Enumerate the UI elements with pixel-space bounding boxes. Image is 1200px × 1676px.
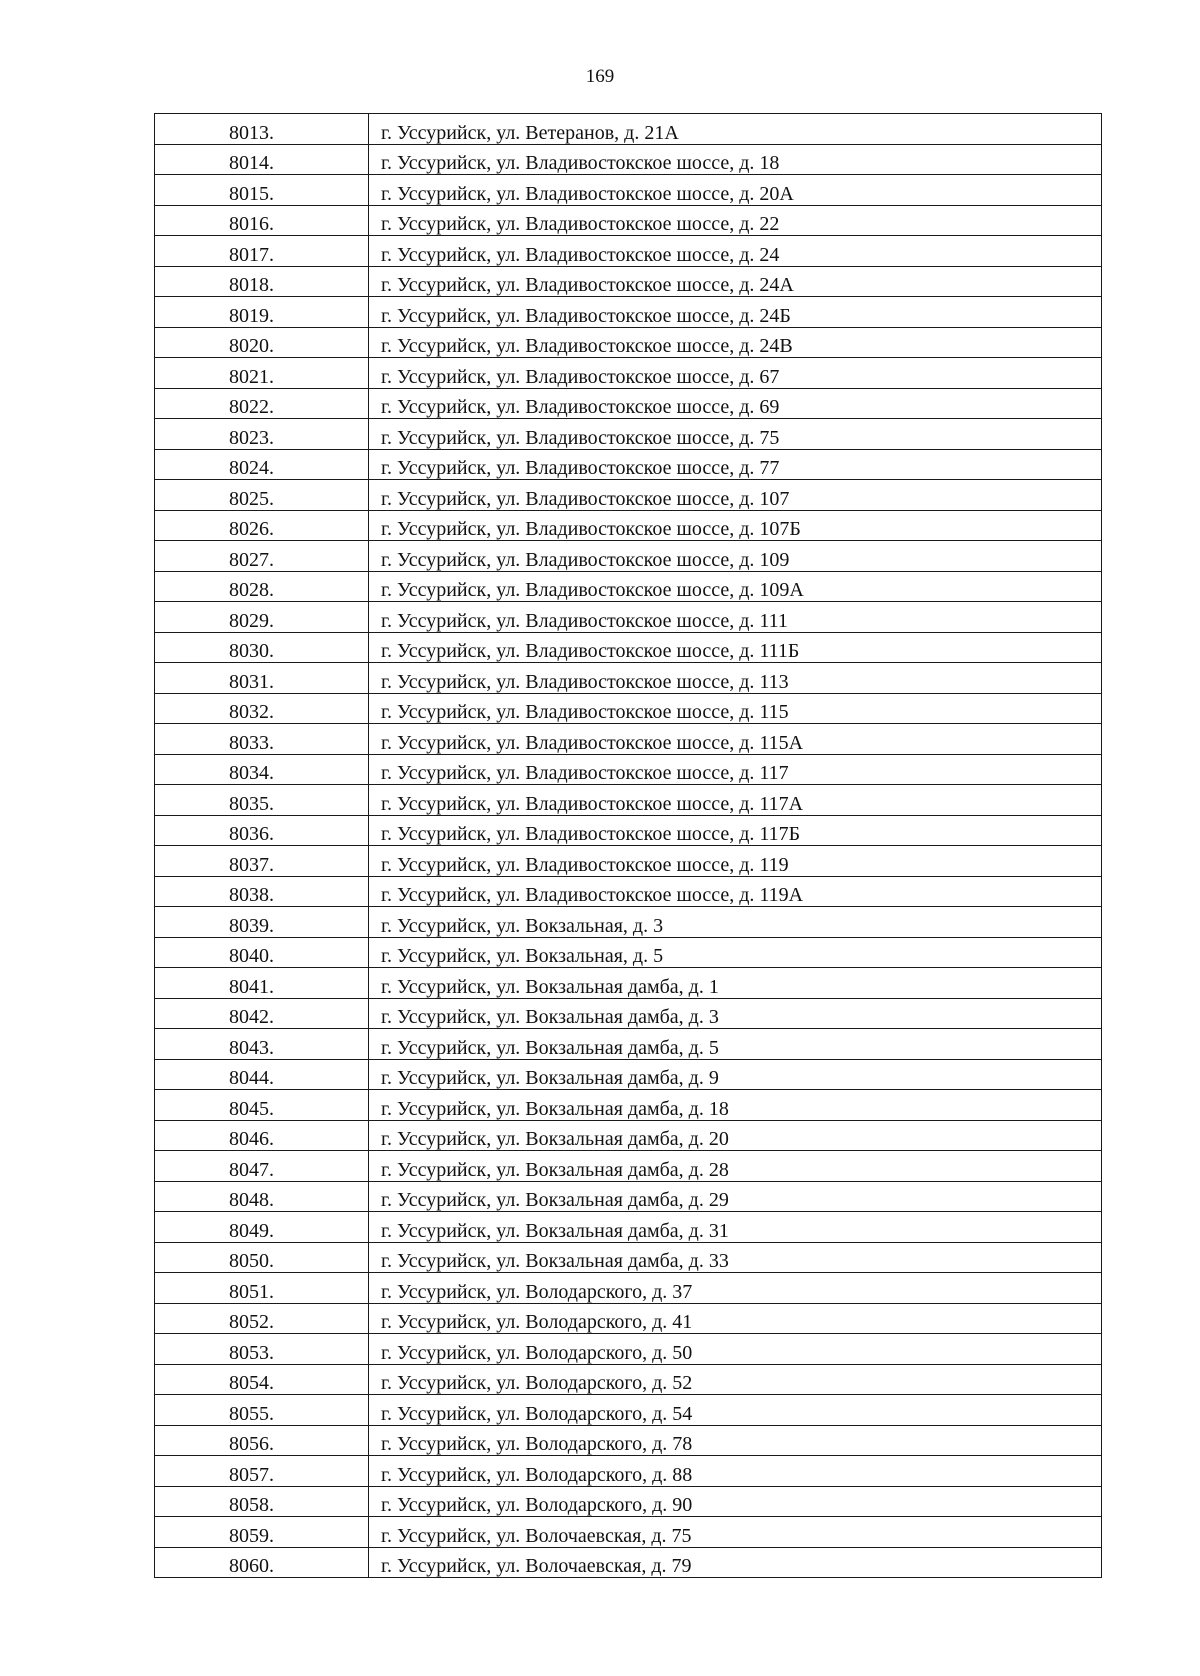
address-cell: г. Уссурийск, ул. Вокзальная дамба, д. 28 xyxy=(369,1151,1102,1182)
table-row xyxy=(155,785,1102,816)
table-row xyxy=(155,1120,1102,1151)
row-number-cell: 8051. xyxy=(155,1273,369,1304)
address-cell: г. Уссурийск, ул. Ветеранов, д. 21А xyxy=(369,114,1102,145)
address-cell: г. Уссурийск, ул. Вокзальная дамба, д. 31 xyxy=(369,1212,1102,1243)
row-number-cell: 8038. xyxy=(155,876,369,907)
table-row xyxy=(155,266,1102,297)
address-cell: г. Уссурийск, ул. Владивостокское шоссе, д. 24Б xyxy=(369,297,1102,328)
row-number-cell: 8052. xyxy=(155,1303,369,1334)
row-number-cell: 8057. xyxy=(155,1456,369,1487)
address-cell: г. Уссурийск, ул. Владивостокское шоссе, д. 75 xyxy=(369,419,1102,450)
row-number-cell: 8050. xyxy=(155,1242,369,1273)
table-row xyxy=(155,1059,1102,1090)
address-cell: г. Уссурийск, ул. Волочаевская, д. 79 xyxy=(369,1547,1102,1578)
table-row xyxy=(155,1456,1102,1487)
table-row xyxy=(155,876,1102,907)
row-number-cell: 8015. xyxy=(155,175,369,206)
address-cell: г. Уссурийск, ул. Владивостокское шоссе, д. 113 xyxy=(369,663,1102,694)
address-cell: г. Уссурийск, ул. Владивостокское шоссе, д. 111 xyxy=(369,602,1102,633)
row-number-cell: 8019. xyxy=(155,297,369,328)
table-row xyxy=(155,419,1102,450)
table-row xyxy=(155,663,1102,694)
row-number-cell: 8026. xyxy=(155,510,369,541)
table-row xyxy=(155,1395,1102,1426)
row-number-cell: 8055. xyxy=(155,1395,369,1426)
row-number-cell: 8017. xyxy=(155,236,369,267)
table-row xyxy=(155,1151,1102,1182)
row-number-cell: 8037. xyxy=(155,846,369,877)
address-cell: г. Уссурийск, ул. Володарского, д. 88 xyxy=(369,1456,1102,1487)
row-number-cell: 8046. xyxy=(155,1120,369,1151)
address-cell: г. Уссурийск, ул. Владивостокское шоссе, д. 119 xyxy=(369,846,1102,877)
address-cell: г. Уссурийск, ул. Вокзальная дамба, д. 33 xyxy=(369,1242,1102,1273)
row-number-cell: 8045. xyxy=(155,1090,369,1121)
table-row xyxy=(155,754,1102,785)
table-row xyxy=(155,205,1102,236)
table-row xyxy=(155,297,1102,328)
table-row xyxy=(155,144,1102,175)
row-number-cell: 8058. xyxy=(155,1486,369,1517)
table-row xyxy=(155,937,1102,968)
address-cell: г. Уссурийск, ул. Владивостокское шоссе, д. 107 xyxy=(369,480,1102,511)
address-cell: г. Уссурийск, ул. Владивостокское шоссе, д. 24А xyxy=(369,266,1102,297)
address-cell: г. Уссурийск, ул. Владивостокское шоссе, д. 115А xyxy=(369,724,1102,755)
address-cell: г. Уссурийск, ул. Владивостокское шоссе, д. 24 xyxy=(369,236,1102,267)
row-number-cell: 8049. xyxy=(155,1212,369,1243)
table-row xyxy=(155,846,1102,877)
address-cell: г. Уссурийск, ул. Владивостокское шоссе, д. 107Б xyxy=(369,510,1102,541)
row-number-cell: 8021. xyxy=(155,358,369,389)
table-row xyxy=(155,724,1102,755)
address-cell: г. Уссурийск, ул. Володарского, д. 50 xyxy=(369,1334,1102,1365)
table-row xyxy=(155,327,1102,358)
row-number-cell: 8035. xyxy=(155,785,369,816)
table-row xyxy=(155,510,1102,541)
table-row xyxy=(155,693,1102,724)
address-cell: г. Уссурийск, ул. Владивостокское шоссе, д. 18 xyxy=(369,144,1102,175)
row-number-cell: 8023. xyxy=(155,419,369,450)
address-cell: г. Уссурийск, ул. Владивостокское шоссе, д. 22 xyxy=(369,205,1102,236)
row-number-cell: 8025. xyxy=(155,480,369,511)
address-cell: г. Уссурийск, ул. Вокзальная дамба, д. 3 xyxy=(369,998,1102,1029)
table-row xyxy=(155,175,1102,206)
row-number-cell: 8060. xyxy=(155,1547,369,1578)
row-number-cell: 8039. xyxy=(155,907,369,938)
address-cell: г. Уссурийск, ул. Владивостокское шоссе, д. 67 xyxy=(369,358,1102,389)
row-number-cell: 8030. xyxy=(155,632,369,663)
row-number-cell: 8028. xyxy=(155,571,369,602)
table-row xyxy=(155,1547,1102,1578)
row-number-cell: 8013. xyxy=(155,114,369,145)
row-number-cell: 8016. xyxy=(155,205,369,236)
address-cell: г. Уссурийск, ул. Владивостокское шоссе, д. 119А xyxy=(369,876,1102,907)
address-cell: г. Уссурийск, ул. Володарского, д. 90 xyxy=(369,1486,1102,1517)
address-cell: г. Уссурийск, ул. Волочаевская, д. 75 xyxy=(369,1517,1102,1548)
address-cell: г. Уссурийск, ул. Вокзальная, д. 5 xyxy=(369,937,1102,968)
row-number-cell: 8048. xyxy=(155,1181,369,1212)
address-cell: г. Уссурийск, ул. Владивостокское шоссе, д. 69 xyxy=(369,388,1102,419)
address-cell: г. Уссурийск, ул. Владивостокское шоссе, д. 117 xyxy=(369,754,1102,785)
row-number-cell: 8042. xyxy=(155,998,369,1029)
table-row xyxy=(155,480,1102,511)
address-cell: г. Уссурийск, ул. Владивостокское шоссе, д. 117А xyxy=(369,785,1102,816)
table-row xyxy=(155,1517,1102,1548)
row-number-cell: 8056. xyxy=(155,1425,369,1456)
row-number-cell: 8059. xyxy=(155,1517,369,1548)
row-number-cell: 8033. xyxy=(155,724,369,755)
table-row xyxy=(155,1212,1102,1243)
table-row xyxy=(155,1181,1102,1212)
row-number-cell: 8036. xyxy=(155,815,369,846)
address-cell: г. Уссурийск, ул. Владивостокское шоссе, д. 20А xyxy=(369,175,1102,206)
table-row xyxy=(155,236,1102,267)
row-number-cell: 8027. xyxy=(155,541,369,572)
address-cell: г. Уссурийск, ул. Володарского, д. 52 xyxy=(369,1364,1102,1395)
page-number: 169 xyxy=(585,66,615,87)
table-row xyxy=(155,998,1102,1029)
row-number-cell: 8031. xyxy=(155,663,369,694)
table-row xyxy=(155,907,1102,938)
address-cell: г. Уссурийск, ул. Вокзальная дамба, д. 1 xyxy=(369,968,1102,999)
table-row xyxy=(155,632,1102,663)
row-number-cell: 8024. xyxy=(155,449,369,480)
table-row xyxy=(155,1364,1102,1395)
address-cell: г. Уссурийск, ул. Вокзальная дамба, д. 5 xyxy=(369,1029,1102,1060)
row-number-cell: 8054. xyxy=(155,1364,369,1395)
table-row xyxy=(155,968,1102,999)
table-row xyxy=(155,1273,1102,1304)
table-row xyxy=(155,1334,1102,1365)
address-cell: г. Уссурийск, ул. Владивостокское шоссе, д. 109 xyxy=(369,541,1102,572)
address-cell: г. Уссурийск, ул. Володарского, д. 78 xyxy=(369,1425,1102,1456)
row-number-cell: 8022. xyxy=(155,388,369,419)
address-cell: г. Уссурийск, ул. Владивостокское шоссе, д. 115 xyxy=(369,693,1102,724)
address-cell: г. Уссурийск, ул. Володарского, д. 54 xyxy=(369,1395,1102,1426)
address-cell: г. Уссурийск, ул. Володарского, д. 41 xyxy=(369,1303,1102,1334)
row-number-cell: 8029. xyxy=(155,602,369,633)
row-number-cell: 8032. xyxy=(155,693,369,724)
table-row xyxy=(155,1486,1102,1517)
table-row xyxy=(155,815,1102,846)
address-cell: г. Уссурийск, ул. Вокзальная дамба, д. 29 xyxy=(369,1181,1102,1212)
address-cell: г. Уссурийск, ул. Владивостокское шоссе, д. 111Б xyxy=(369,632,1102,663)
address-cell: г. Уссурийск, ул. Володарского, д. 37 xyxy=(369,1273,1102,1304)
address-cell: г. Уссурийск, ул. Владивостокское шоссе, д. 109А xyxy=(369,571,1102,602)
table-row xyxy=(155,1029,1102,1060)
table-row xyxy=(155,388,1102,419)
table-row xyxy=(155,114,1102,145)
address-cell: г. Уссурийск, ул. Владивостокское шоссе, д. 117Б xyxy=(369,815,1102,846)
row-number-cell: 8043. xyxy=(155,1029,369,1060)
row-number-cell: 8034. xyxy=(155,754,369,785)
address-cell: г. Уссурийск, ул. Вокзальная дамба, д. 18 xyxy=(369,1090,1102,1121)
table-row xyxy=(155,1090,1102,1121)
row-number-cell: 8018. xyxy=(155,266,369,297)
table-row xyxy=(155,571,1102,602)
address-table-body xyxy=(155,114,1102,1578)
row-number-cell: 8053. xyxy=(155,1334,369,1365)
address-cell: г. Уссурийск, ул. Владивостокское шоссе, д. 24В xyxy=(369,327,1102,358)
address-cell: г. Уссурийск, ул. Вокзальная, д. 3 xyxy=(369,907,1102,938)
row-number-cell: 8020. xyxy=(155,327,369,358)
address-cell: г. Уссурийск, ул. Владивостокское шоссе, д. 77 xyxy=(369,449,1102,480)
table-row xyxy=(155,449,1102,480)
table-row xyxy=(155,1425,1102,1456)
table-row xyxy=(155,1303,1102,1334)
row-number-cell: 8047. xyxy=(155,1151,369,1182)
table-row xyxy=(155,358,1102,389)
row-number-cell: 8041. xyxy=(155,968,369,999)
address-cell: г. Уссурийск, ул. Вокзальная дамба, д. 9 xyxy=(369,1059,1102,1090)
table-row xyxy=(155,1242,1102,1273)
address-cell: г. Уссурийск, ул. Вокзальная дамба, д. 20 xyxy=(369,1120,1102,1151)
row-number-cell: 8040. xyxy=(155,937,369,968)
row-number-cell: 8014. xyxy=(155,144,369,175)
table-row xyxy=(155,602,1102,633)
address-table xyxy=(154,113,1102,1578)
table-row xyxy=(155,541,1102,572)
row-number-cell: 8044. xyxy=(155,1059,369,1090)
